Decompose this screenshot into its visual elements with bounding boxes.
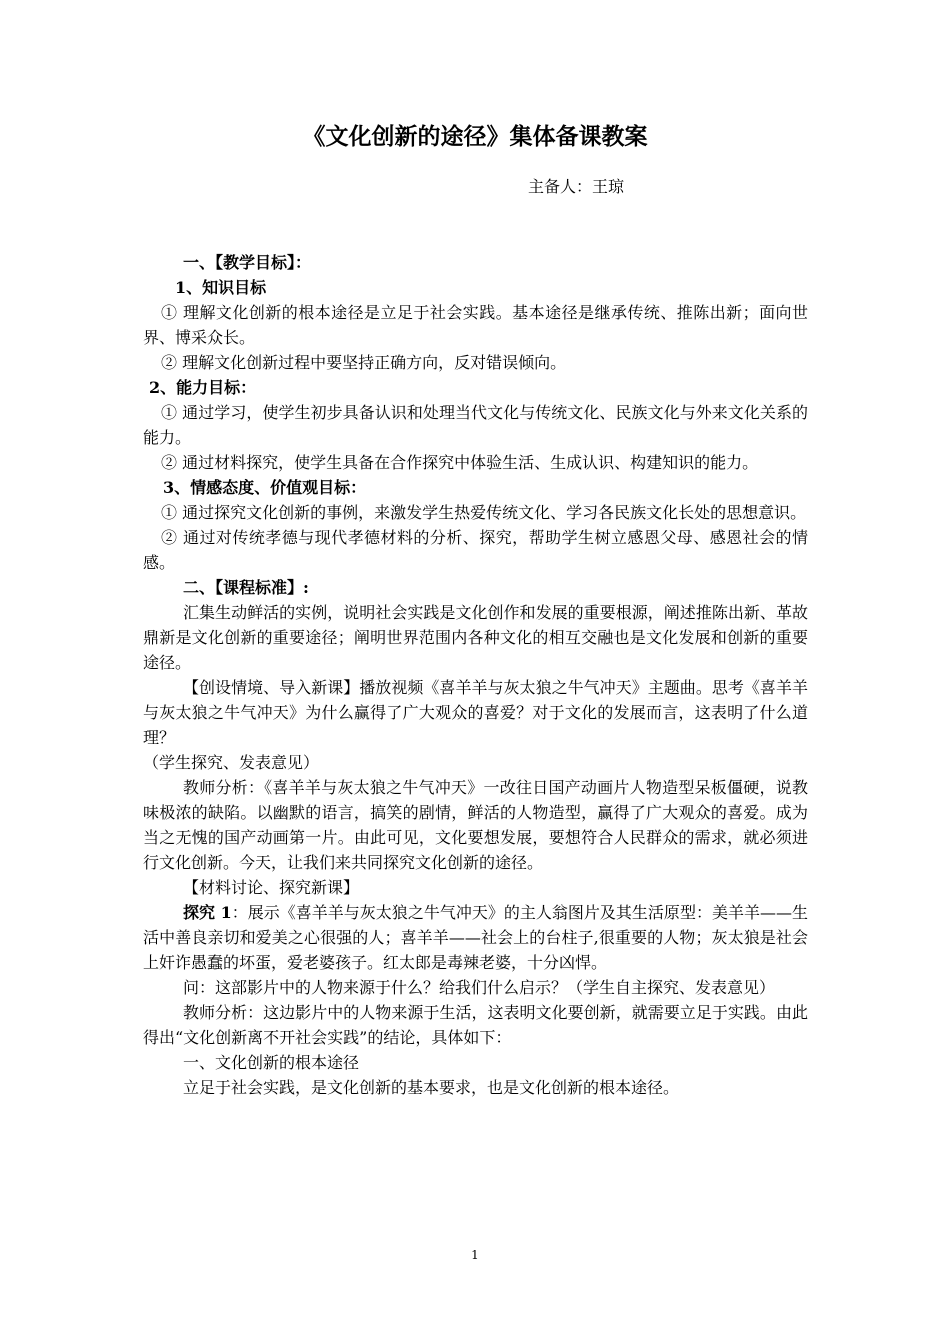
paragraph: ② 通过对传统孝德与现代孝德材料的分析、探究，帮助学生树立感恩父母、感恩社会的情感。	[143, 528, 808, 572]
paragraph: 立足于社会实践，是文化创新的基本要求，也是文化创新的根本途径。	[183, 1078, 680, 1097]
paragraph: 教师分析：这边影片中的人物来源于生活，这表明文化要创新，就需要立足于实践。由此得出“文化创新离不开社会实践”的结论，具体如下：	[143, 1003, 808, 1047]
paragraph: ① 通过探究文化创新的事例，来激发学生热爱传统文化、学习各民族文化长处的思想意识。	[161, 503, 807, 522]
paragraph: 问：这部影片中的人物来源于什么？给我们什么启示？（学生自主探究、发表意见）	[183, 978, 776, 997]
paragraph: 【创设情境、导入新课】播放视频《喜羊羊与灰太狼之牛气冲天》主题曲。思考《喜羊羊与灰太狼之牛气冲天》为什么赢得了广大观众的喜爱？对于文化的发展而言，这表明了什么道理？	[143, 678, 808, 747]
section-heading-objectives: 一、【教学目标】：	[183, 253, 312, 272]
paragraph	[143, 900, 808, 975]
paragraph: 汇集生动鲜活的实例，说明社会实践是文化创作和发展的重要根源，阐述推陈出新、革故鼎新是文化创新的重要途径；阐明世界范围内各种文化的相互交融也是文化发展和创新的重要途径。	[143, 603, 808, 672]
subheading-values: 3、情感态度、价值观目标：	[163, 478, 367, 497]
document-title: 《文化创新的途径》集体备课教案	[302, 123, 648, 150]
paragraph: （学生探究、发表意见）	[143, 753, 320, 772]
paragraph: 【材料讨论、探究新课】	[183, 878, 360, 897]
paragraph: ① 理解文化创新的根本途径是立足于社会实践。基本途径是继承传统、推陈出新；面向世界、博采众长。	[143, 303, 808, 347]
document-body	[143, 250, 808, 1100]
section-heading-standards: 二、【课程标准】:	[183, 578, 309, 597]
paragraph: ② 理解文化创新过程中要坚持正确方向，反对错误倾向。	[161, 353, 567, 372]
author-line: 主备人：王琼	[528, 177, 625, 196]
paragraph: 教师分析：《喜羊羊与灰太狼之牛气冲天》一改往日国产动画片人物造型呆板僵硬，说教味极浓的缺陷。以幽默的语言，搞笑的剧情，鲜活的人物造型，赢得了广大观众的喜爱。成为当之无愧的国产动画第一片。由此可见，文化要想发展，要想符合人民群众的需求，就必须进行文化创新。今天，让我们来共同探究文化创新的途径。	[143, 778, 808, 872]
paragraph: 一、文化创新的根本途径	[183, 1053, 360, 1072]
paragraph: ② 通过材料探究，使学生具备在合作探究中体验生活、生成认识、构建知识的能力。	[161, 453, 759, 472]
explore-text: ：展示《喜羊羊与灰太狼之牛气冲天》的主人翁图片及其生活原型：美羊羊——生活中善良亲切和爱美之心很强的人；喜羊羊——社会上的台柱子,很重要的人物；灰太狼是社会上奸诈愚蠢的坏蛋，爱老婆孩子。红太郎是毒辣老婆，十分凶悍。	[143, 903, 808, 972]
page-number: 1	[471, 1248, 479, 1262]
subheading-knowledge: 1、知识目标	[175, 278, 267, 297]
paragraph: ① 通过学习，使学生初步具备认识和处理当代文化与传统文化、民族文化与外来文化关系的能力。	[143, 403, 808, 447]
subheading-ability: 2、能力目标：	[149, 378, 257, 397]
explore-label: 探究 1	[183, 903, 232, 922]
